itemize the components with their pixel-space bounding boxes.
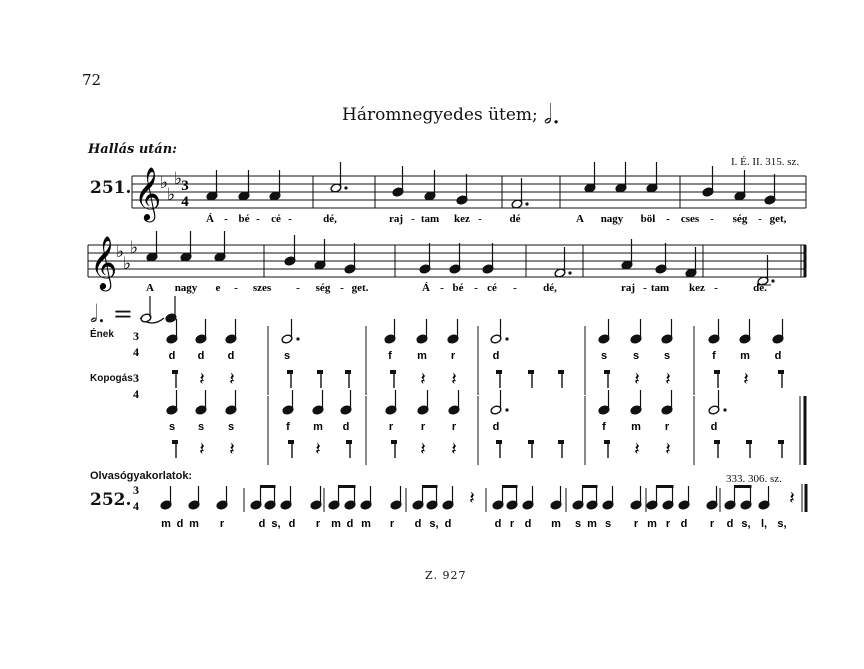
ex252-number: 252.: [90, 490, 132, 510]
solfege-syllable: r: [509, 518, 515, 530]
solfege-syllable: d: [176, 518, 184, 530]
solfege-syllable: s: [663, 350, 671, 362]
quarter-rest-icon: 𝄽: [420, 439, 426, 460]
tap-head: [346, 440, 352, 444]
title-text: Háromnegyedes ütem;: [342, 105, 538, 125]
solfege-syllable: s: [168, 421, 176, 433]
solfege-syllable: f: [602, 421, 606, 433]
quarter-rest-icon: 𝄽: [665, 439, 671, 460]
solfege-syllable: m: [361, 518, 371, 530]
flat-sign-icon: ♭: [116, 242, 125, 262]
solfege-syllable: m: [587, 518, 597, 530]
lyric-syllable: -: [474, 282, 478, 294]
lyric-syllable: cé: [271, 213, 281, 225]
solfege-syllable: m: [631, 421, 641, 433]
ex251-number: 251.: [90, 178, 132, 198]
solfege-syllable: d: [680, 518, 688, 530]
lyric-syllable: -: [666, 213, 670, 225]
lyric-syllable: nagy: [600, 213, 624, 225]
beam: [582, 485, 598, 488]
note-dot: [344, 186, 347, 189]
lyric-syllable: A: [146, 282, 154, 294]
time-signature: 3: [133, 371, 139, 385]
tap-head: [496, 440, 502, 444]
solfege-syllable: d: [346, 518, 354, 530]
beam: [734, 485, 752, 488]
tap-head: [558, 370, 564, 374]
quarter-rest-icon: 𝄽: [789, 488, 795, 509]
lyric-syllable: cses: [680, 213, 700, 225]
beam: [338, 485, 356, 488]
solfege-syllable: r: [389, 518, 395, 530]
solfege-syllable: m: [331, 518, 341, 530]
solfege-syllable: r: [388, 421, 394, 433]
solfege-syllable: d: [197, 350, 205, 362]
solfege-syllable: s,: [271, 518, 281, 530]
dotted-half-note-icon: 𝅗𝅥.: [543, 100, 561, 130]
lyric-syllable: get.: [351, 282, 369, 294]
solfege-syllable: d: [494, 518, 502, 530]
tap-head: [714, 370, 720, 374]
lyric-syllable: böl: [640, 213, 656, 225]
lyric-syllable: A: [576, 213, 584, 225]
solfege-syllable: r: [665, 518, 671, 530]
lyric-syllable: dé.: [753, 282, 767, 294]
lyric-syllable: -: [288, 213, 292, 225]
tap-head: [496, 370, 502, 374]
quarter-rest-icon: 𝄽: [665, 369, 671, 390]
lyric-syllable: dé,: [543, 282, 557, 294]
tap-head: [604, 440, 610, 444]
solfege-syllable: d: [227, 350, 235, 362]
lyric-syllable: -: [714, 282, 718, 294]
enek-label: Ének: [90, 329, 114, 340]
solfege-syllable: r: [420, 421, 426, 433]
tap-head: [558, 440, 564, 444]
tap-head: [391, 440, 397, 444]
tap-head: [287, 370, 293, 374]
lyric-syllable: Á: [422, 282, 430, 294]
lyric-syllable: -: [643, 282, 647, 294]
beam: [422, 485, 438, 488]
solfege-syllable: r: [664, 421, 670, 433]
lyric-syllable: -: [758, 213, 762, 225]
lyric-syllable: get,: [769, 213, 787, 225]
solfege-syllable: r: [709, 518, 715, 530]
quarter-rest-icon: 𝄽: [469, 488, 475, 509]
lyric-syllable: kez: [454, 213, 470, 225]
solfege-syllable: f: [286, 421, 290, 433]
tap-head: [317, 370, 323, 374]
tap-head: [746, 440, 752, 444]
lyric-syllable: dé,: [323, 213, 337, 225]
tap-head: [288, 440, 294, 444]
note-dot: [296, 337, 299, 340]
lyric-syllable: cé: [487, 282, 497, 294]
tap-head: [528, 370, 534, 374]
lyric-syllable: tam: [650, 282, 670, 294]
solfege-syllable: d: [414, 518, 422, 530]
lyric-syllable: ség: [315, 282, 331, 294]
solfege-syllable: m: [161, 518, 171, 530]
solfege-syllable: s: [600, 350, 608, 362]
lyric-syllable: ség: [732, 213, 748, 225]
lyric-syllable: szes: [252, 282, 272, 294]
lyric-syllable: e: [215, 282, 221, 294]
tap-head: [604, 370, 610, 374]
quarter-rest-icon: 𝄽: [315, 439, 321, 460]
tempo-equivalence: 𝅗𝅥. =: [90, 300, 133, 328]
solfege-syllable: l,: [760, 518, 768, 530]
solfege-syllable: s: [283, 350, 291, 362]
solfege-syllable: m: [313, 421, 323, 433]
tap-head: [172, 440, 178, 444]
solfege-syllable: m: [189, 518, 199, 530]
tap-head: [390, 370, 396, 374]
note-dot: [505, 337, 508, 340]
lyric-syllable: bé: [238, 213, 250, 225]
solfege-syllable: f: [388, 350, 392, 362]
beam: [656, 485, 674, 488]
treble-clef-icon: 𝄞: [90, 235, 118, 289]
tap-head: [778, 440, 784, 444]
lyric-syllable: raj: [388, 213, 404, 225]
flat-sign-icon: ♭: [130, 238, 139, 258]
ex252-heading: Olvasógyakorlatok:: [90, 470, 193, 482]
solfege-syllable: r: [219, 518, 225, 530]
tap-head: [172, 370, 178, 374]
tap-head: [528, 440, 534, 444]
solfege-syllable: d: [774, 350, 782, 362]
tap-head: [345, 370, 351, 374]
solfege-syllable: d: [258, 518, 266, 530]
solfege-syllable: s: [632, 350, 640, 362]
quarter-rest-icon: 𝄽: [199, 439, 205, 460]
solfege-syllable: m: [417, 350, 427, 362]
solfege-syllable: d: [168, 350, 176, 362]
solfege-syllable: s,: [777, 518, 787, 530]
quarter-rest-icon: 𝄽: [199, 369, 205, 390]
lyric-syllable: dé: [509, 213, 521, 225]
flat-sign-icon: ♭: [123, 254, 132, 274]
quarter-rest-icon: 𝄽: [229, 439, 235, 460]
time-signature: 4: [133, 387, 139, 401]
time-signature: 4: [133, 345, 139, 359]
lyric-syllable: -: [411, 213, 415, 225]
footer-code: Z. 927: [425, 569, 467, 582]
time-signature: 3: [133, 329, 139, 343]
page-number: 72: [82, 71, 102, 89]
lyric-syllable: -: [710, 213, 714, 225]
lyric-syllable: nagy: [174, 282, 198, 294]
flat-sign-icon: ♭: [174, 169, 183, 189]
solfege-syllable: r: [450, 350, 456, 362]
kopogas-label: Kopogás: [90, 373, 133, 384]
solfege-syllable: r: [633, 518, 639, 530]
treble-clef-icon: 𝄞: [134, 166, 162, 220]
solfege-syllable: d: [726, 518, 734, 530]
flat-sign-icon: ♭: [160, 173, 169, 193]
ex251-reference: I. É. II. 315. sz.: [731, 156, 800, 168]
lyric-syllable: -: [234, 282, 238, 294]
lyric-syllable: -: [256, 213, 260, 225]
solfege-syllable: s,: [741, 518, 751, 530]
lyric-syllable: raj: [620, 282, 636, 294]
lyric-syllable: -: [513, 282, 517, 294]
time-signature: 3: [181, 178, 189, 194]
solfege-syllable: f: [712, 350, 716, 362]
quarter-rest-icon: 𝄽: [634, 369, 640, 390]
lyric-syllable: bé: [452, 282, 464, 294]
tap-head: [778, 370, 784, 374]
solfege-syllable: s: [574, 518, 582, 530]
lyric-syllable: -: [296, 282, 300, 294]
solfege-syllable: d: [342, 421, 350, 433]
solfege-syllable: d: [288, 518, 296, 530]
time-signature: 3: [133, 483, 139, 497]
solfege-syllable: d: [524, 518, 532, 530]
section-subtitle: Hallás után:: [88, 142, 177, 157]
quarter-rest-icon: 𝄽: [743, 369, 749, 390]
lyric-syllable: -: [224, 213, 228, 225]
solfege-syllable: d: [710, 421, 718, 433]
solfege-syllable: s,: [429, 518, 439, 530]
beam: [502, 485, 518, 488]
quarter-rest-icon: 𝄽: [451, 439, 457, 460]
solfege-syllable: s: [197, 421, 205, 433]
note-dot: [525, 202, 528, 205]
note-dot: [505, 408, 508, 411]
solfege-syllable: d: [492, 350, 500, 362]
lyric-syllable: Á: [206, 213, 214, 225]
lyric-syllable: -: [440, 282, 444, 294]
solfege-syllable: s: [604, 518, 612, 530]
lyric-syllable: -: [340, 282, 344, 294]
beam: [260, 485, 276, 488]
note-dot: [568, 271, 571, 274]
quarter-rest-icon: 𝄽: [229, 369, 235, 390]
solfege-syllable: d: [444, 518, 452, 530]
solfege-syllable: m: [647, 518, 657, 530]
note-dot: [771, 279, 774, 282]
solfege-syllable: d: [492, 421, 500, 433]
lyric-syllable: tam: [420, 213, 440, 225]
tap-head: [714, 440, 720, 444]
time-signature: 4: [133, 499, 139, 513]
solfege-syllable: s: [227, 421, 235, 433]
note-dot: [723, 408, 726, 411]
solfege-syllable: r: [451, 421, 457, 433]
solfege-syllable: m: [740, 350, 750, 362]
ex252-reference: 333. 306. sz.: [726, 473, 782, 485]
quarter-rest-icon: 𝄽: [451, 369, 457, 390]
quarter-rest-icon: 𝄽: [420, 369, 426, 390]
solfege-syllable: r: [315, 518, 321, 530]
solfege-syllable: m: [551, 518, 561, 530]
quarter-rest-icon: 𝄽: [634, 439, 640, 460]
flat-sign-icon: ♭: [167, 185, 176, 205]
lyric-syllable: -: [478, 213, 482, 225]
lyric-syllable: kez: [689, 282, 705, 294]
time-signature: 4: [181, 194, 189, 210]
